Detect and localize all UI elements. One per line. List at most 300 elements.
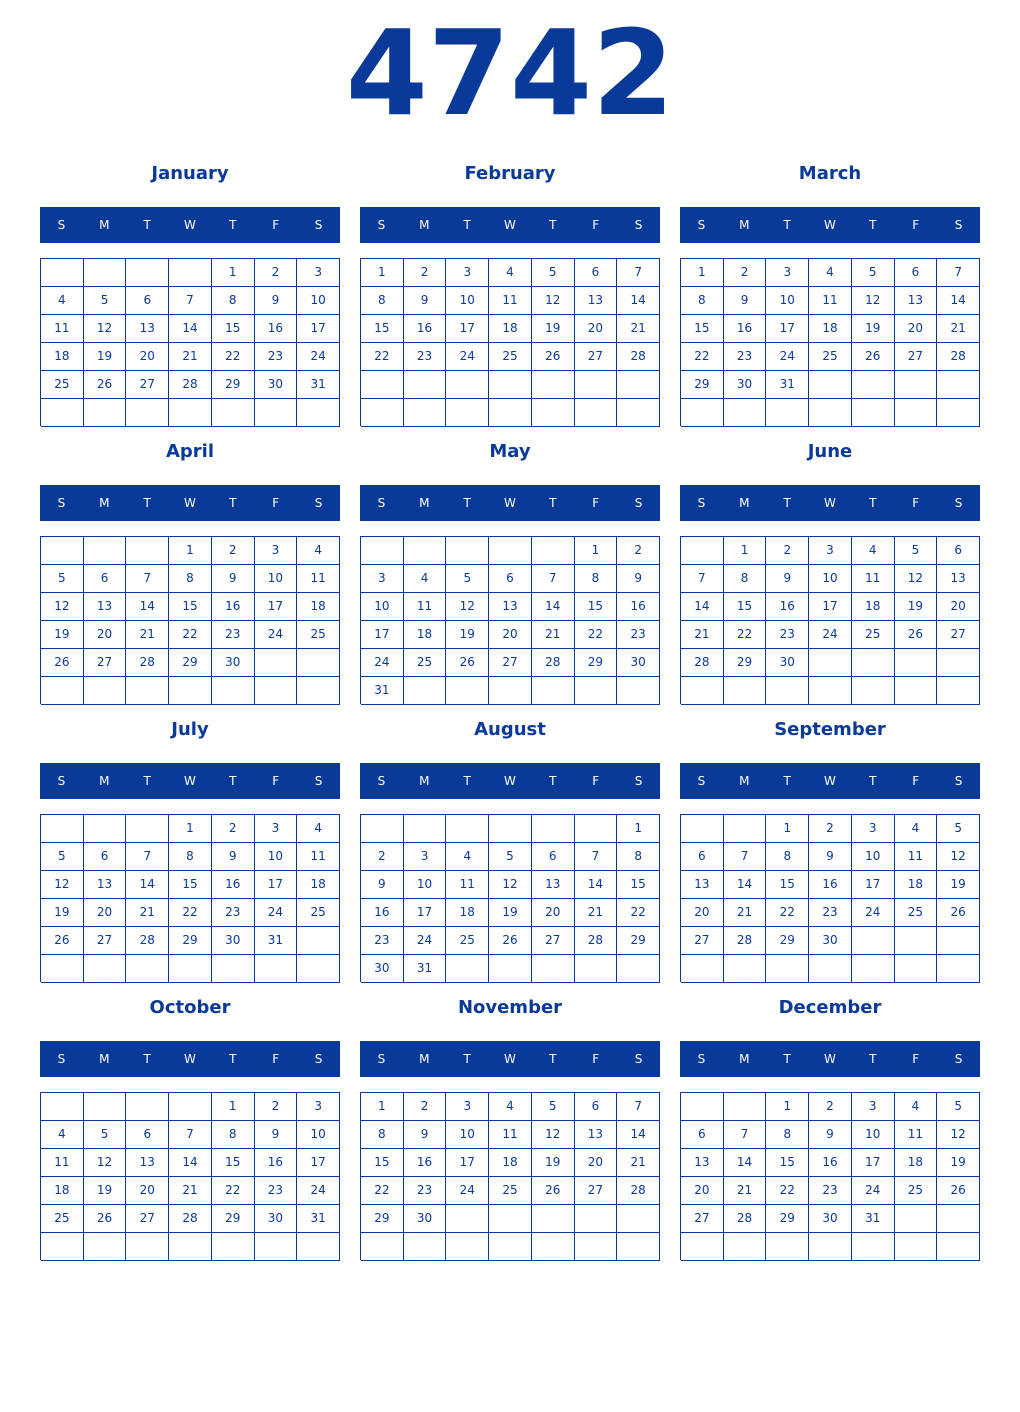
empty-day-cell [532, 955, 575, 983]
day-cell: 28 [681, 649, 724, 677]
empty-day-cell [41, 815, 84, 843]
day-cell: 19 [532, 315, 575, 343]
empty-day-cell [681, 1093, 724, 1121]
weekday-label: F [272, 1052, 280, 1066]
empty-day-cell [126, 1093, 169, 1121]
day-grid [680, 258, 980, 426]
day-cell: 13 [937, 565, 980, 593]
day-cell: 20 [681, 1177, 724, 1205]
empty-day-cell [84, 399, 127, 427]
weekday-header [360, 1041, 660, 1077]
day-cell: 21 [937, 315, 980, 343]
empty-day-cell [489, 815, 532, 843]
empty-day-cell [361, 371, 404, 399]
day-cell: 13 [575, 1121, 618, 1149]
day-cell: 3 [852, 1093, 895, 1121]
day-cell: 15 [617, 871, 660, 899]
day-cell: 5 [532, 259, 575, 287]
day-grid [680, 536, 980, 704]
day-cell: 1 [361, 1093, 404, 1121]
empty-day-cell [895, 1205, 938, 1233]
empty-day-cell [169, 259, 212, 287]
day-cell: 2 [212, 537, 255, 565]
day-cell: 5 [489, 843, 532, 871]
day-cell: 16 [361, 899, 404, 927]
weekday-label: T [783, 1052, 791, 1066]
day-cell: 1 [169, 815, 212, 843]
day-cell: 10 [809, 565, 852, 593]
day-cell: 31 [404, 955, 447, 983]
day-cell: 10 [404, 871, 447, 899]
day-cell: 6 [532, 843, 575, 871]
day-cell: 16 [404, 1149, 447, 1177]
weekday-label: F [912, 218, 920, 232]
day-cell: 25 [297, 621, 340, 649]
day-cell: 25 [895, 899, 938, 927]
day-cell: 8 [681, 287, 724, 315]
weekday-label: S [697, 218, 706, 232]
day-cell: 28 [169, 371, 212, 399]
empty-day-cell [532, 677, 575, 705]
day-cell: 12 [937, 843, 980, 871]
day-cell: 30 [724, 371, 767, 399]
empty-day-cell [766, 1233, 809, 1261]
empty-day-cell [446, 677, 489, 705]
day-cell: 29 [361, 1205, 404, 1233]
day-cell: 28 [724, 927, 767, 955]
day-cell: 19 [41, 899, 84, 927]
day-cell: 31 [297, 1205, 340, 1233]
day-cell: 3 [255, 815, 298, 843]
day-cell: 10 [255, 565, 298, 593]
day-cell: 17 [766, 315, 809, 343]
day-cell: 4 [895, 815, 938, 843]
day-cell: 17 [852, 1149, 895, 1177]
day-cell: 28 [724, 1205, 767, 1233]
empty-day-cell [361, 1233, 404, 1261]
day-cell: 13 [126, 1149, 169, 1177]
day-cell: 6 [895, 259, 938, 287]
weekday-header [40, 1041, 340, 1077]
day-cell: 2 [724, 259, 767, 287]
empty-day-cell [255, 649, 298, 677]
day-cell: 12 [84, 315, 127, 343]
day-cell: 24 [255, 899, 298, 927]
weekday-header [680, 763, 980, 799]
weekday-label: S [634, 218, 643, 232]
empty-day-cell [937, 1233, 980, 1261]
empty-day-cell [446, 955, 489, 983]
empty-day-cell [681, 1233, 724, 1261]
empty-day-cell [895, 371, 938, 399]
day-cell: 19 [937, 1149, 980, 1177]
day-grid [40, 536, 340, 704]
empty-day-cell [446, 399, 489, 427]
day-cell: 30 [255, 1205, 298, 1233]
day-cell: 6 [84, 565, 127, 593]
day-cell: 28 [532, 649, 575, 677]
empty-day-cell [532, 1205, 575, 1233]
weekday-label: W [824, 1052, 836, 1066]
day-cell: 26 [84, 371, 127, 399]
day-cell: 14 [724, 1149, 767, 1177]
empty-day-cell [575, 399, 618, 427]
day-cell: 14 [169, 1149, 212, 1177]
day-cell: 16 [766, 593, 809, 621]
day-cell: 2 [617, 537, 660, 565]
day-cell: 12 [937, 1121, 980, 1149]
day-cell: 1 [361, 259, 404, 287]
day-cell: 27 [575, 1177, 618, 1205]
empty-day-cell [255, 955, 298, 983]
day-cell: 3 [766, 259, 809, 287]
empty-day-cell [724, 677, 767, 705]
day-cell: 21 [617, 315, 660, 343]
day-cell: 17 [809, 593, 852, 621]
day-cell: 21 [724, 1177, 767, 1205]
weekday-label: S [634, 774, 643, 788]
day-cell: 3 [446, 1093, 489, 1121]
day-cell: 25 [41, 1205, 84, 1233]
day-cell: 3 [446, 259, 489, 287]
day-cell: 24 [766, 343, 809, 371]
day-cell: 16 [255, 315, 298, 343]
day-cell: 25 [809, 343, 852, 371]
weekday-label: M [739, 496, 750, 510]
day-cell: 20 [126, 343, 169, 371]
day-cell: 17 [297, 1149, 340, 1177]
day-cell: 31 [297, 371, 340, 399]
day-cell: 16 [404, 315, 447, 343]
weekday-label: S [377, 1052, 386, 1066]
day-cell: 19 [84, 343, 127, 371]
weekday-label: S [57, 1052, 66, 1066]
day-cell: 18 [895, 1149, 938, 1177]
day-grid [680, 814, 980, 982]
weekday-label: F [592, 1052, 600, 1066]
day-cell: 5 [41, 843, 84, 871]
empty-day-cell [41, 677, 84, 705]
day-cell: 28 [937, 343, 980, 371]
day-cell: 20 [84, 899, 127, 927]
weekday-label: T [143, 218, 151, 232]
day-cell: 8 [766, 1121, 809, 1149]
day-cell: 29 [169, 927, 212, 955]
day-cell: 20 [575, 315, 618, 343]
day-cell: 20 [937, 593, 980, 621]
year-title: 4742 [345, 4, 675, 142]
weekday-label: S [697, 774, 706, 788]
weekday-label: T [143, 496, 151, 510]
day-cell: 30 [809, 927, 852, 955]
empty-day-cell [809, 1233, 852, 1261]
day-cell: 1 [766, 1093, 809, 1121]
day-cell: 17 [404, 899, 447, 927]
empty-day-cell [852, 371, 895, 399]
weekday-label: F [912, 774, 920, 788]
day-cell: 9 [617, 565, 660, 593]
day-cell: 11 [895, 1121, 938, 1149]
day-cell: 10 [446, 287, 489, 315]
day-cell: 7 [937, 259, 980, 287]
empty-day-cell [809, 649, 852, 677]
empty-day-cell [937, 371, 980, 399]
day-cell: 26 [532, 343, 575, 371]
day-cell: 8 [361, 1121, 404, 1149]
day-cell: 17 [446, 315, 489, 343]
day-cell: 27 [84, 927, 127, 955]
weekday-header [360, 207, 660, 243]
weekday-header [40, 485, 340, 521]
day-cell: 21 [126, 621, 169, 649]
day-cell: 13 [681, 1149, 724, 1177]
day-cell: 11 [809, 287, 852, 315]
day-cell: 24 [446, 343, 489, 371]
day-cell: 27 [681, 1205, 724, 1233]
day-cell: 27 [489, 649, 532, 677]
empty-day-cell [41, 1233, 84, 1261]
weekday-label: W [184, 496, 196, 510]
day-cell: 17 [255, 871, 298, 899]
day-cell: 26 [489, 927, 532, 955]
weekday-label: S [954, 218, 963, 232]
day-cell: 20 [681, 899, 724, 927]
empty-day-cell [681, 537, 724, 565]
empty-day-cell [297, 399, 340, 427]
day-cell: 31 [852, 1205, 895, 1233]
day-cell: 24 [852, 899, 895, 927]
empty-day-cell [852, 649, 895, 677]
weekday-label: F [592, 218, 600, 232]
day-cell: 7 [724, 1121, 767, 1149]
day-cell: 27 [126, 371, 169, 399]
day-cell: 3 [297, 1093, 340, 1121]
day-cell: 24 [809, 621, 852, 649]
weekday-label: T [229, 496, 237, 510]
day-cell: 24 [361, 649, 404, 677]
empty-day-cell [489, 677, 532, 705]
weekday-label: W [824, 774, 836, 788]
day-cell: 25 [446, 927, 489, 955]
day-cell: 8 [575, 565, 618, 593]
day-cell: 22 [575, 621, 618, 649]
day-cell: 9 [809, 843, 852, 871]
day-cell: 1 [575, 537, 618, 565]
weekday-label: S [314, 774, 323, 788]
day-cell: 28 [617, 1177, 660, 1205]
day-cell: 4 [404, 565, 447, 593]
day-cell: 5 [41, 565, 84, 593]
empty-day-cell [937, 399, 980, 427]
day-cell: 10 [297, 287, 340, 315]
day-cell: 14 [681, 593, 724, 621]
empty-day-cell [255, 1233, 298, 1261]
day-cell: 1 [212, 259, 255, 287]
day-cell: 23 [361, 927, 404, 955]
day-cell: 21 [169, 343, 212, 371]
day-cell: 5 [937, 1093, 980, 1121]
empty-day-cell [489, 1233, 532, 1261]
day-cell: 20 [895, 315, 938, 343]
day-cell: 14 [617, 1121, 660, 1149]
day-cell: 20 [126, 1177, 169, 1205]
day-cell: 8 [361, 287, 404, 315]
day-cell: 6 [937, 537, 980, 565]
day-cell: 23 [404, 1177, 447, 1205]
day-cell: 13 [895, 287, 938, 315]
weekday-label: W [824, 218, 836, 232]
day-cell: 6 [126, 287, 169, 315]
day-cell: 19 [41, 621, 84, 649]
day-cell: 18 [489, 1149, 532, 1177]
empty-day-cell [404, 371, 447, 399]
empty-day-cell [255, 399, 298, 427]
empty-day-cell [532, 371, 575, 399]
month-title: August [474, 719, 546, 740]
day-cell: 29 [169, 649, 212, 677]
weekday-label: T [463, 218, 471, 232]
day-cell: 10 [446, 1121, 489, 1149]
day-cell: 29 [617, 927, 660, 955]
day-cell: 30 [809, 1205, 852, 1233]
day-cell: 9 [404, 1121, 447, 1149]
day-cell: 11 [297, 565, 340, 593]
empty-day-cell [446, 1233, 489, 1261]
empty-day-cell [532, 1233, 575, 1261]
day-cell: 5 [895, 537, 938, 565]
empty-day-cell [575, 1205, 618, 1233]
day-cell: 27 [895, 343, 938, 371]
weekday-label: S [57, 774, 66, 788]
day-cell: 19 [446, 621, 489, 649]
day-cell: 14 [126, 871, 169, 899]
empty-day-cell [937, 677, 980, 705]
day-cell: 8 [212, 1121, 255, 1149]
empty-day-cell [895, 399, 938, 427]
empty-day-cell [937, 649, 980, 677]
day-cell: 18 [852, 593, 895, 621]
day-cell: 2 [766, 537, 809, 565]
empty-day-cell [895, 649, 938, 677]
day-cell: 3 [852, 815, 895, 843]
day-cell: 21 [126, 899, 169, 927]
day-cell: 27 [126, 1205, 169, 1233]
day-cell: 16 [212, 593, 255, 621]
day-cell: 26 [937, 899, 980, 927]
empty-day-cell [489, 1205, 532, 1233]
day-cell: 3 [809, 537, 852, 565]
day-cell: 5 [84, 287, 127, 315]
weekday-header [40, 207, 340, 243]
day-cell: 15 [212, 315, 255, 343]
weekday-label: M [99, 774, 110, 788]
day-cell: 22 [212, 1177, 255, 1205]
day-grid [40, 258, 340, 426]
weekday-label: T [869, 774, 877, 788]
empty-day-cell [724, 815, 767, 843]
day-cell: 18 [895, 871, 938, 899]
day-cell: 19 [532, 1149, 575, 1177]
weekday-label: T [783, 218, 791, 232]
day-cell: 9 [809, 1121, 852, 1149]
day-cell: 21 [681, 621, 724, 649]
day-cell: 23 [212, 621, 255, 649]
weekday-label: F [912, 1052, 920, 1066]
day-cell: 20 [84, 621, 127, 649]
day-cell: 12 [532, 287, 575, 315]
day-cell: 13 [575, 287, 618, 315]
empty-day-cell [126, 677, 169, 705]
day-cell: 15 [724, 593, 767, 621]
day-cell: 27 [575, 343, 618, 371]
weekday-label: W [184, 774, 196, 788]
day-cell: 13 [681, 871, 724, 899]
day-cell: 9 [212, 843, 255, 871]
empty-day-cell [617, 955, 660, 983]
day-cell: 25 [489, 343, 532, 371]
day-cell: 23 [809, 899, 852, 927]
weekday-label: F [272, 774, 280, 788]
weekday-label: S [954, 774, 963, 788]
day-cell: 26 [41, 927, 84, 955]
day-grid [360, 1092, 660, 1260]
day-cell: 15 [766, 871, 809, 899]
day-cell: 6 [489, 565, 532, 593]
weekday-label: S [697, 496, 706, 510]
empty-day-cell [766, 955, 809, 983]
weekday-label: T [549, 1052, 557, 1066]
day-cell: 12 [446, 593, 489, 621]
month-title: September [774, 719, 886, 740]
empty-day-cell [724, 1233, 767, 1261]
weekday-label: W [504, 1052, 516, 1066]
day-cell: 14 [937, 287, 980, 315]
month-title: February [464, 163, 556, 184]
empty-day-cell [446, 371, 489, 399]
day-cell: 27 [937, 621, 980, 649]
empty-day-cell [766, 399, 809, 427]
weekday-label: S [314, 496, 323, 510]
day-cell: 2 [404, 259, 447, 287]
empty-day-cell [852, 677, 895, 705]
empty-day-cell [937, 955, 980, 983]
day-cell: 22 [617, 899, 660, 927]
day-cell: 31 [255, 927, 298, 955]
day-cell: 23 [404, 343, 447, 371]
day-cell: 18 [446, 899, 489, 927]
day-cell: 22 [681, 343, 724, 371]
day-cell: 8 [212, 287, 255, 315]
day-cell: 25 [41, 371, 84, 399]
empty-day-cell [297, 677, 340, 705]
month-title: October [149, 997, 231, 1018]
weekday-label: W [504, 496, 516, 510]
weekday-label: F [272, 218, 280, 232]
empty-day-cell [169, 955, 212, 983]
empty-day-cell [297, 649, 340, 677]
day-cell: 18 [41, 343, 84, 371]
day-cell: 2 [361, 843, 404, 871]
empty-day-cell [617, 677, 660, 705]
day-cell: 21 [575, 899, 618, 927]
day-cell: 6 [126, 1121, 169, 1149]
day-cell: 2 [255, 1093, 298, 1121]
empty-day-cell [84, 1093, 127, 1121]
day-cell: 13 [489, 593, 532, 621]
weekday-header [680, 207, 980, 243]
day-cell: 19 [489, 899, 532, 927]
day-cell: 23 [766, 621, 809, 649]
